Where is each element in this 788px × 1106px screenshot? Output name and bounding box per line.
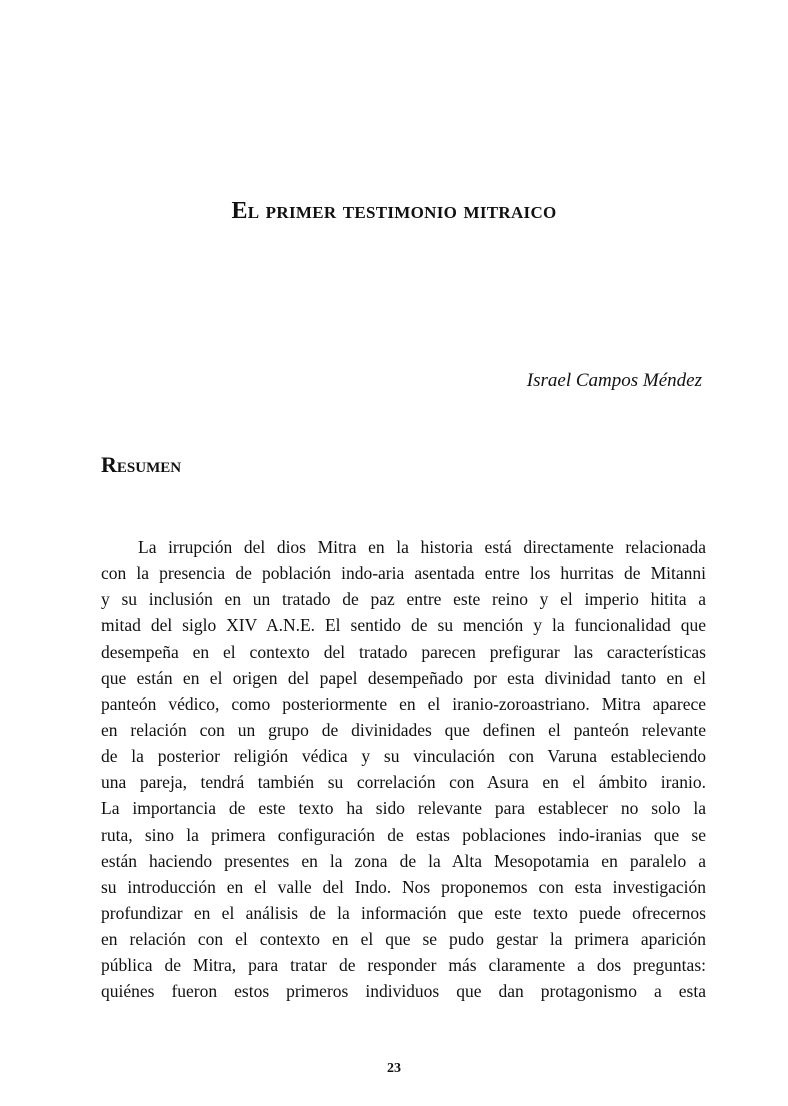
abstract-line: mitad del siglo XIV A.N.E. El sentido de su mención y la funcionalidad que <box>101 615 706 636</box>
abstract-body <box>101 534 706 1005</box>
abstract-line: desempeña en el contexto del tratado parecen prefigurar las características <box>101 641 706 662</box>
abstract-line: pública de Mitra, para tratar de responder más claramente a dos preguntas: <box>101 955 706 976</box>
abstract-line: quiénes fueron estos primeros individuos que dan protagonismo a esta <box>101 981 706 1002</box>
abstract-line: en relación con el contexto en el que se pudo gestar la primera aparición <box>101 929 706 950</box>
page-number: 23 <box>387 1061 401 1076</box>
abstract-line: La irrupción del dios Mitra en la historia está directamente relacionada <box>138 537 706 557</box>
abstract-line: con la presencia de población indo-aria asentada entre los hurritas de Mitanni <box>101 563 706 584</box>
abstract-line: panteón védico, como posteriormente en el iranio-zoroastriano. Mitra aparece <box>101 693 706 714</box>
author-name: Israel Campos Méndez <box>526 370 702 391</box>
abstract-line: ruta, sino la primera configuración de estas poblaciones indo-iranias que se <box>101 824 706 845</box>
abstract-line: en relación con un grupo de divinidades que definen el panteón relevante <box>101 719 706 740</box>
abstract-line: están haciendo presentes en la zona de la Alta Mesopotamia en paralelo a <box>101 850 706 871</box>
abstract-line: una pareja, tendrá también su correlación con Asura en el ámbito iranio. <box>101 772 706 793</box>
abstract-line: La importancia de este texto ha sido relevante para establecer no solo la <box>101 798 706 819</box>
section-heading: Resumen <box>101 452 182 477</box>
abstract-line: de la posterior religión védica y su vinculación con Varuna estableciendo <box>101 746 706 767</box>
article-title: El primer testimonio mitraico <box>231 198 557 224</box>
abstract-line: profundizar en el análisis de la información que este texto puede ofrecernos <box>101 902 706 923</box>
abstract-line: y su inclusión en un tratado de paz entre este reino y el imperio hitita a <box>101 589 706 610</box>
abstract-line: su introducción en el valle del Indo. Nos proponemos con esta investigación <box>101 876 706 897</box>
abstract-line: que están en el origen del papel desempeñado por esta divinidad tanto en el <box>101 667 706 688</box>
